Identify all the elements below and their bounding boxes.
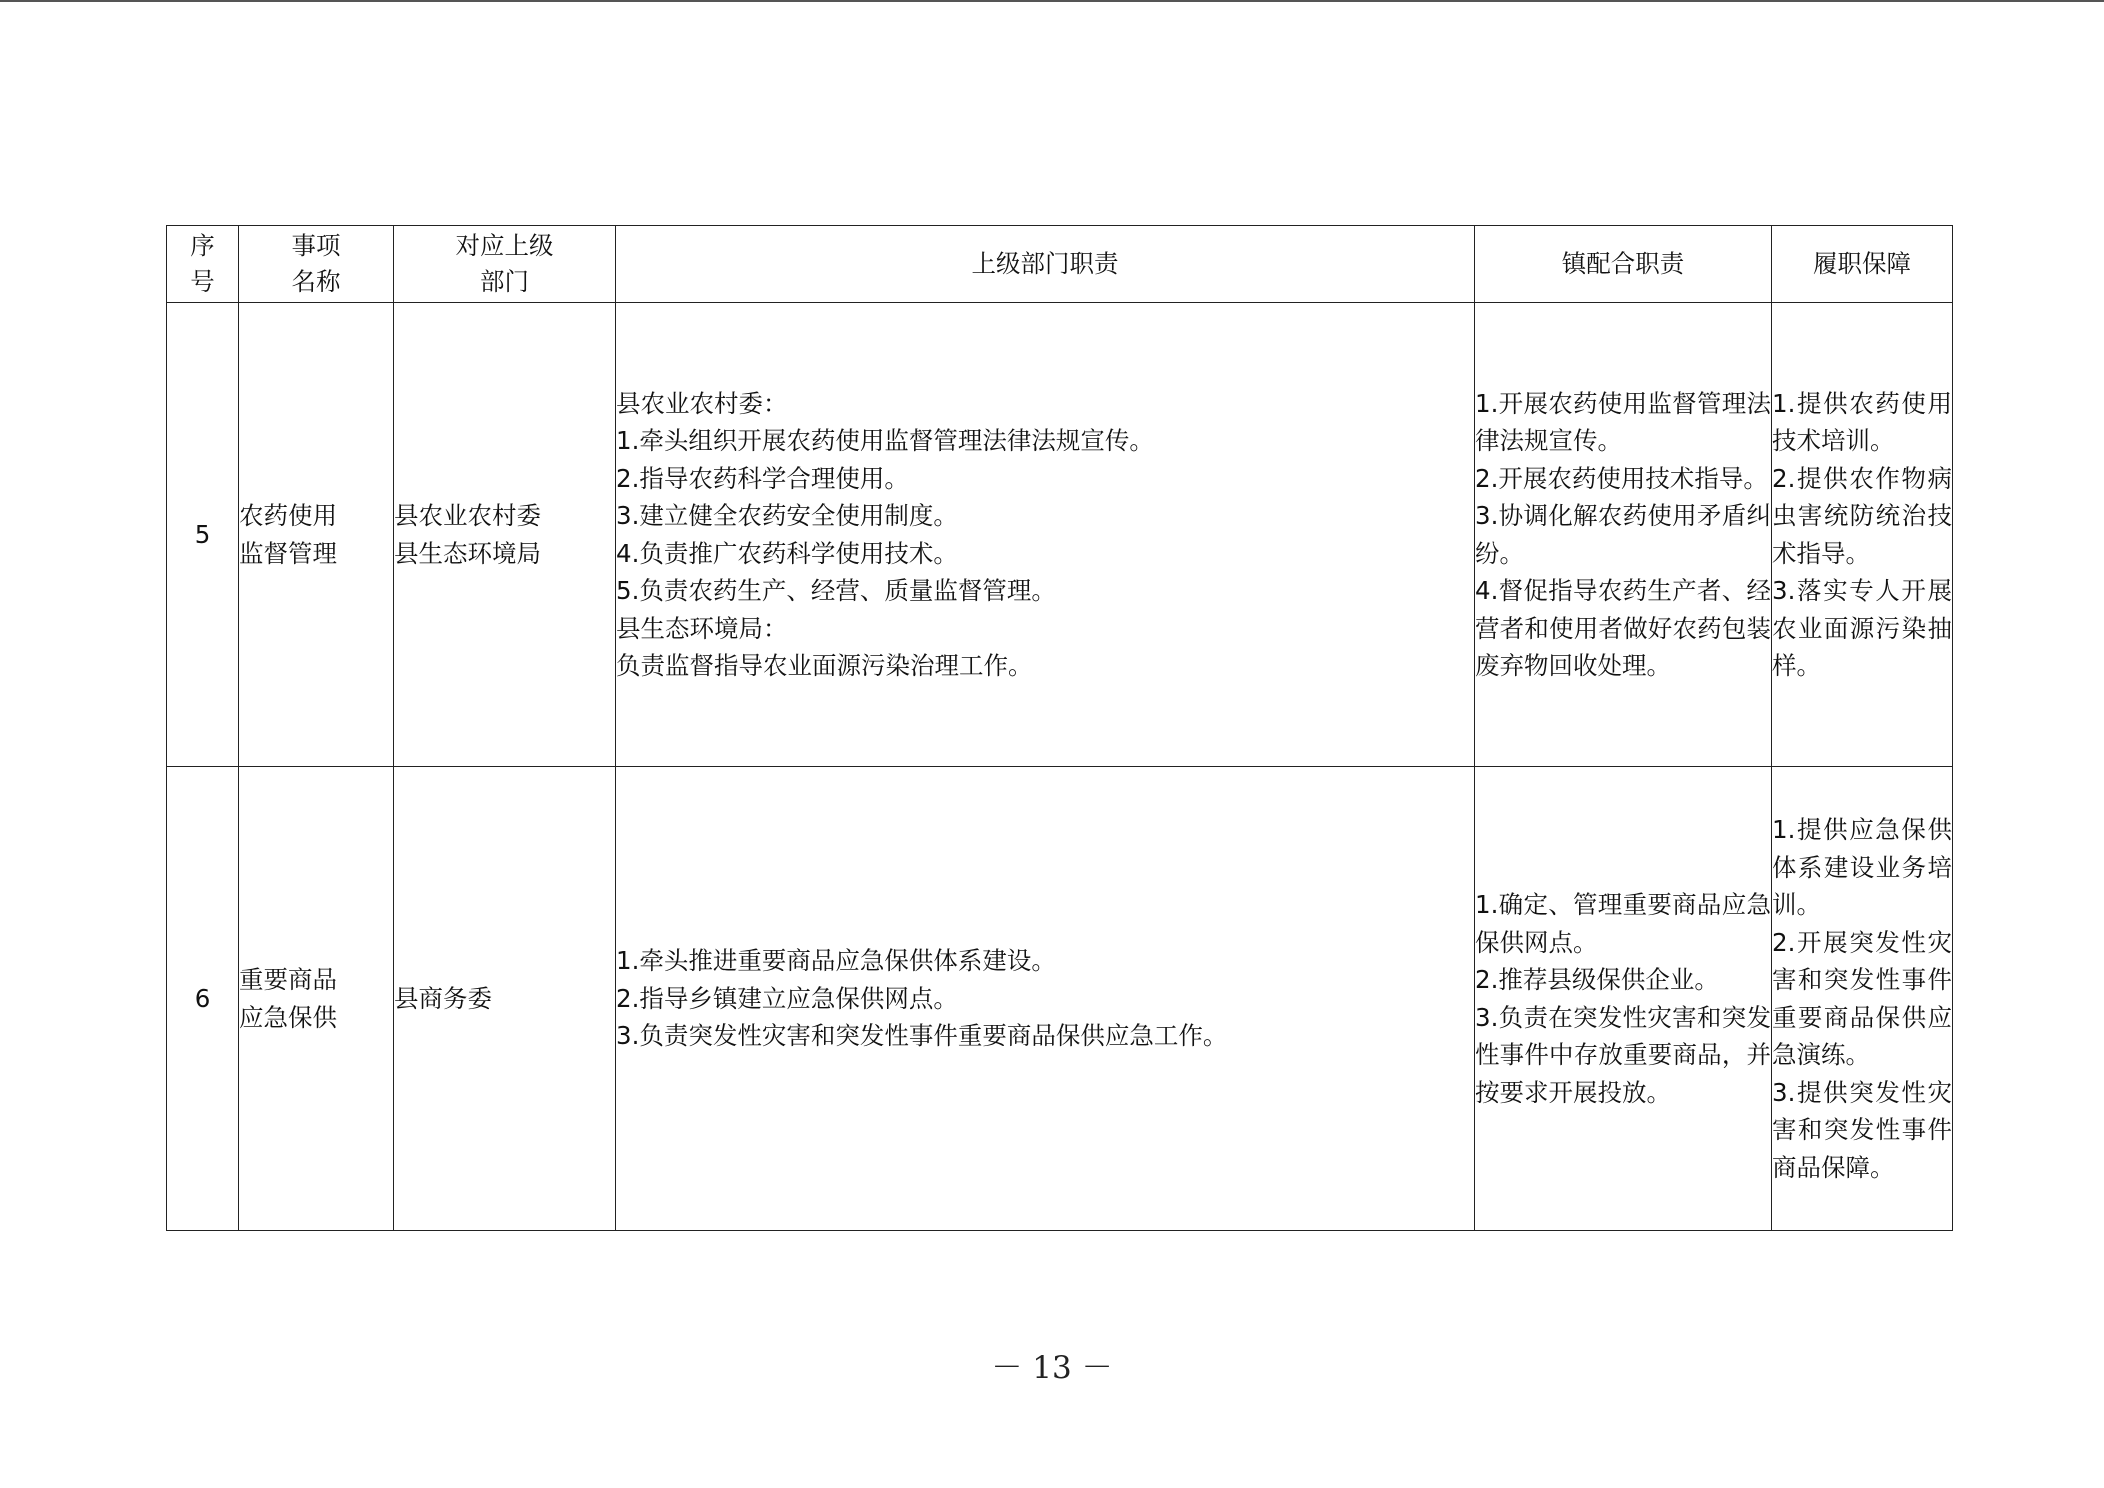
duty-table (166, 225, 1953, 1231)
header-item-name: 事项 名称 (239, 226, 394, 303)
header-num: 序 号 (167, 226, 239, 303)
town-duties-cell: 1.开展农药使用监督管理法律法规宣传。 2.开展农药使用技术指导。 3.协调化解农药使用矛盾纠纷。 4.督促指导农药生产者、经营者和使用者做好农药包装废弃物回收处理。 (1475, 303, 1772, 767)
header-upper-duties: 上级部门职责 (616, 226, 1475, 303)
table-row (167, 303, 1953, 767)
header-upper-dept: 对应上级 部门 (394, 226, 616, 303)
item-name-cell: 重要商品 应急保供 (239, 767, 394, 1231)
header-town-duties: 镇配合职责 (1475, 226, 1772, 303)
header-row (167, 226, 1953, 303)
row-number: 5 (167, 303, 239, 767)
header-guarantee: 履职保障 (1772, 226, 1953, 303)
item-name-cell: 农药使用 监督管理 (239, 303, 394, 767)
upper-duties-cell: 县农业农村委： 1.牵头组织开展农药使用监督管理法律法规宣传。 2.指导农药科学合理使用。 3.建立健全农药安全使用制度。 4.负责推广农药科学使用技术。 5.负责农药生产、经营、质量监督管理。 县生态环境局： 负责监督指导农业面源污染治理工作。 (616, 303, 1475, 767)
upper-dept-cell: 县商务委 (394, 767, 616, 1231)
table-row (167, 767, 1953, 1231)
page-top-border (0, 0, 2104, 2)
row-number: 6 (167, 767, 239, 1231)
table-body (167, 303, 1953, 1231)
town-duties-cell: 1.确定、管理重要商品应急保供网点。 2.推荐县级保供企业。 3.负责在突发性灾害和突发性事件中存放重要商品，并按要求开展投放。 (1475, 767, 1772, 1231)
upper-dept-cell: 县农业农村委 县生态环境局 (394, 303, 616, 767)
page-number: － 13 － (991, 1350, 1113, 1386)
table-header (167, 226, 1953, 303)
guarantee-cell: 1.提供应急保供体系建设业务培训。 2.开展突发性灾害和突发性事件重要商品保供应急演练。 3.提供突发性灾害和突发性事件商品保障。 (1772, 767, 1953, 1231)
guarantee-cell: 1.提供农药使用技术培训。 2.提供农作物病虫害统防统治技术指导。 3.落实专人开展农业面源污染抽样。 (1772, 303, 1953, 767)
upper-duties-cell: 1.牵头推进重要商品应急保供体系建设。 2.指导乡镇建立应急保供网点。 3.负责突发性灾害和突发性事件重要商品保供应急工作。 (616, 767, 1475, 1231)
